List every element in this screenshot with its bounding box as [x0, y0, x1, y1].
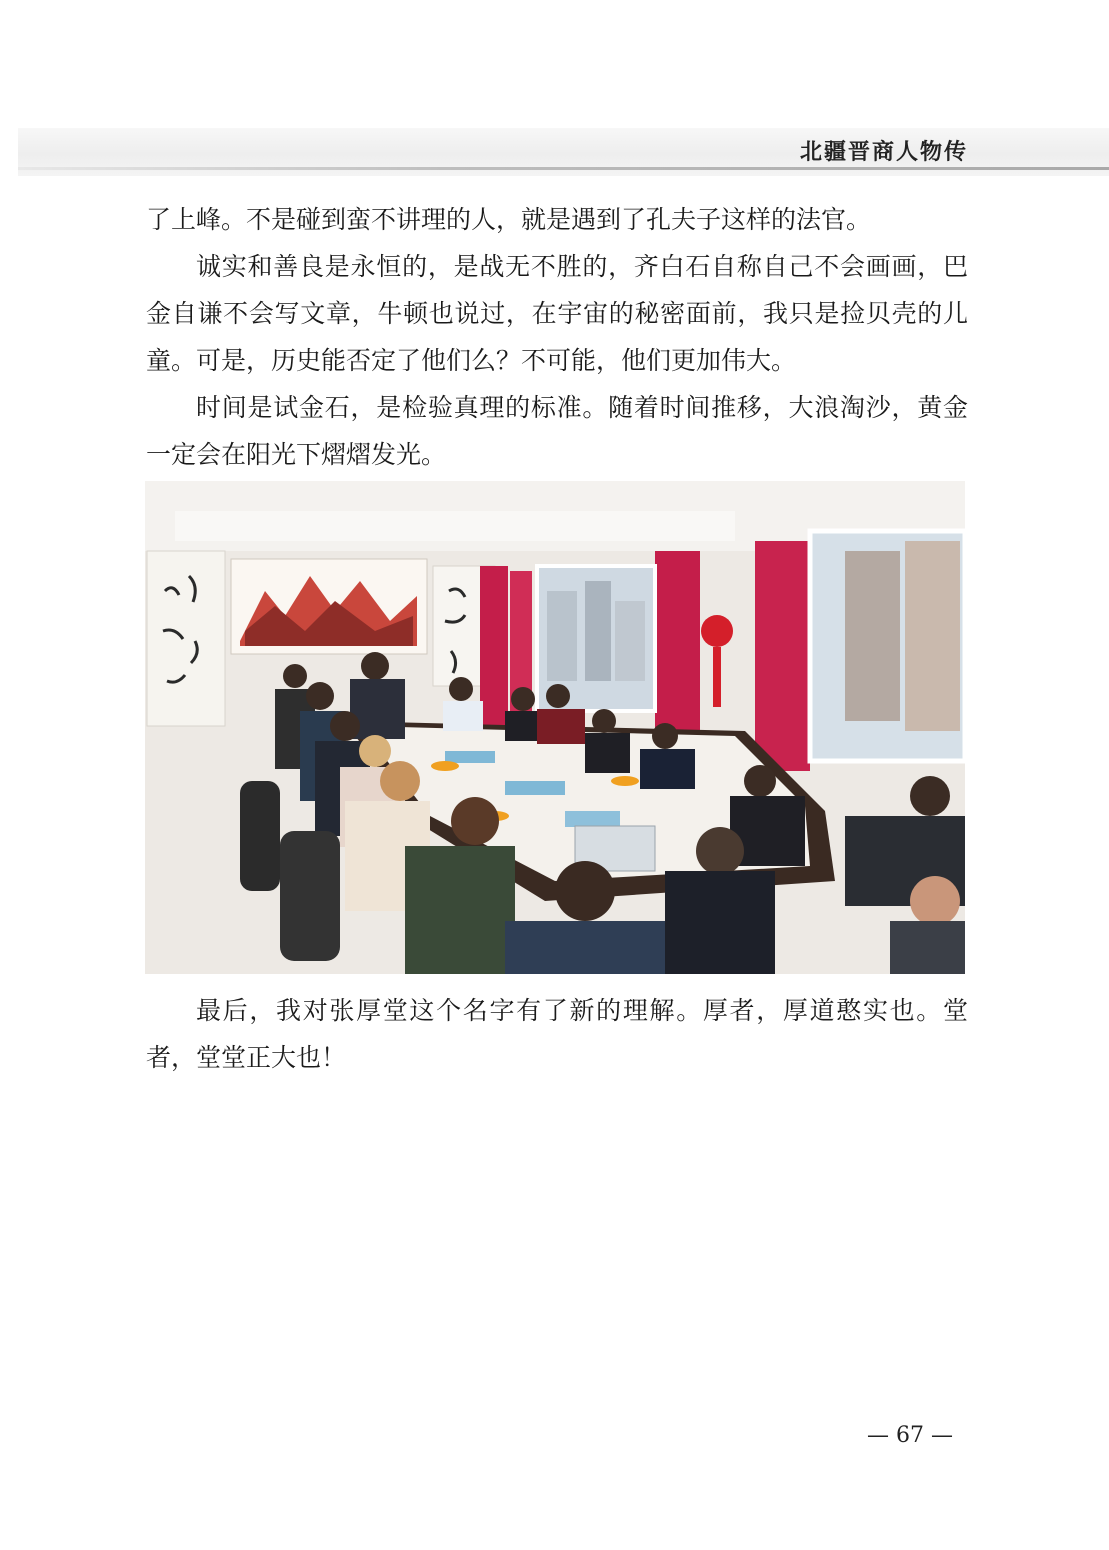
- body-text-top: [146, 196, 968, 478]
- paragraph: 了上峰。不是碰到蛮不讲理的人，就是遇到了孔夫子这样的法官。: [146, 205, 872, 234]
- meeting-photo-illustration: [145, 481, 965, 974]
- running-header-title: 北疆晋商人物传: [799, 140, 968, 165]
- page-number: — 67 —: [867, 1423, 953, 1448]
- body-text-bottom: [146, 987, 968, 1081]
- paragraph: 时间是试金石，是检验真理的标准。随着时间推移，大浪淘沙，黄金一定会在阳光下熠熠发光。: [146, 393, 968, 469]
- paragraph: 最后，我对张厚堂这个名字有了新的理解。厚者，厚道憨实也。堂者，堂堂正大也！: [146, 996, 968, 1072]
- meeting-photo: [145, 481, 965, 974]
- header-rule: [18, 167, 1109, 170]
- paragraph: 诚实和善良是永恒的，是战无不胜的，齐白石自称自己不会画画，巴金自谦不会写文章，牛顿也说过，在宇宙的秘密面前，我只是捡贝壳的儿童。可是，历史能否定了他们么？不可能，他们更加伟大。: [146, 252, 968, 375]
